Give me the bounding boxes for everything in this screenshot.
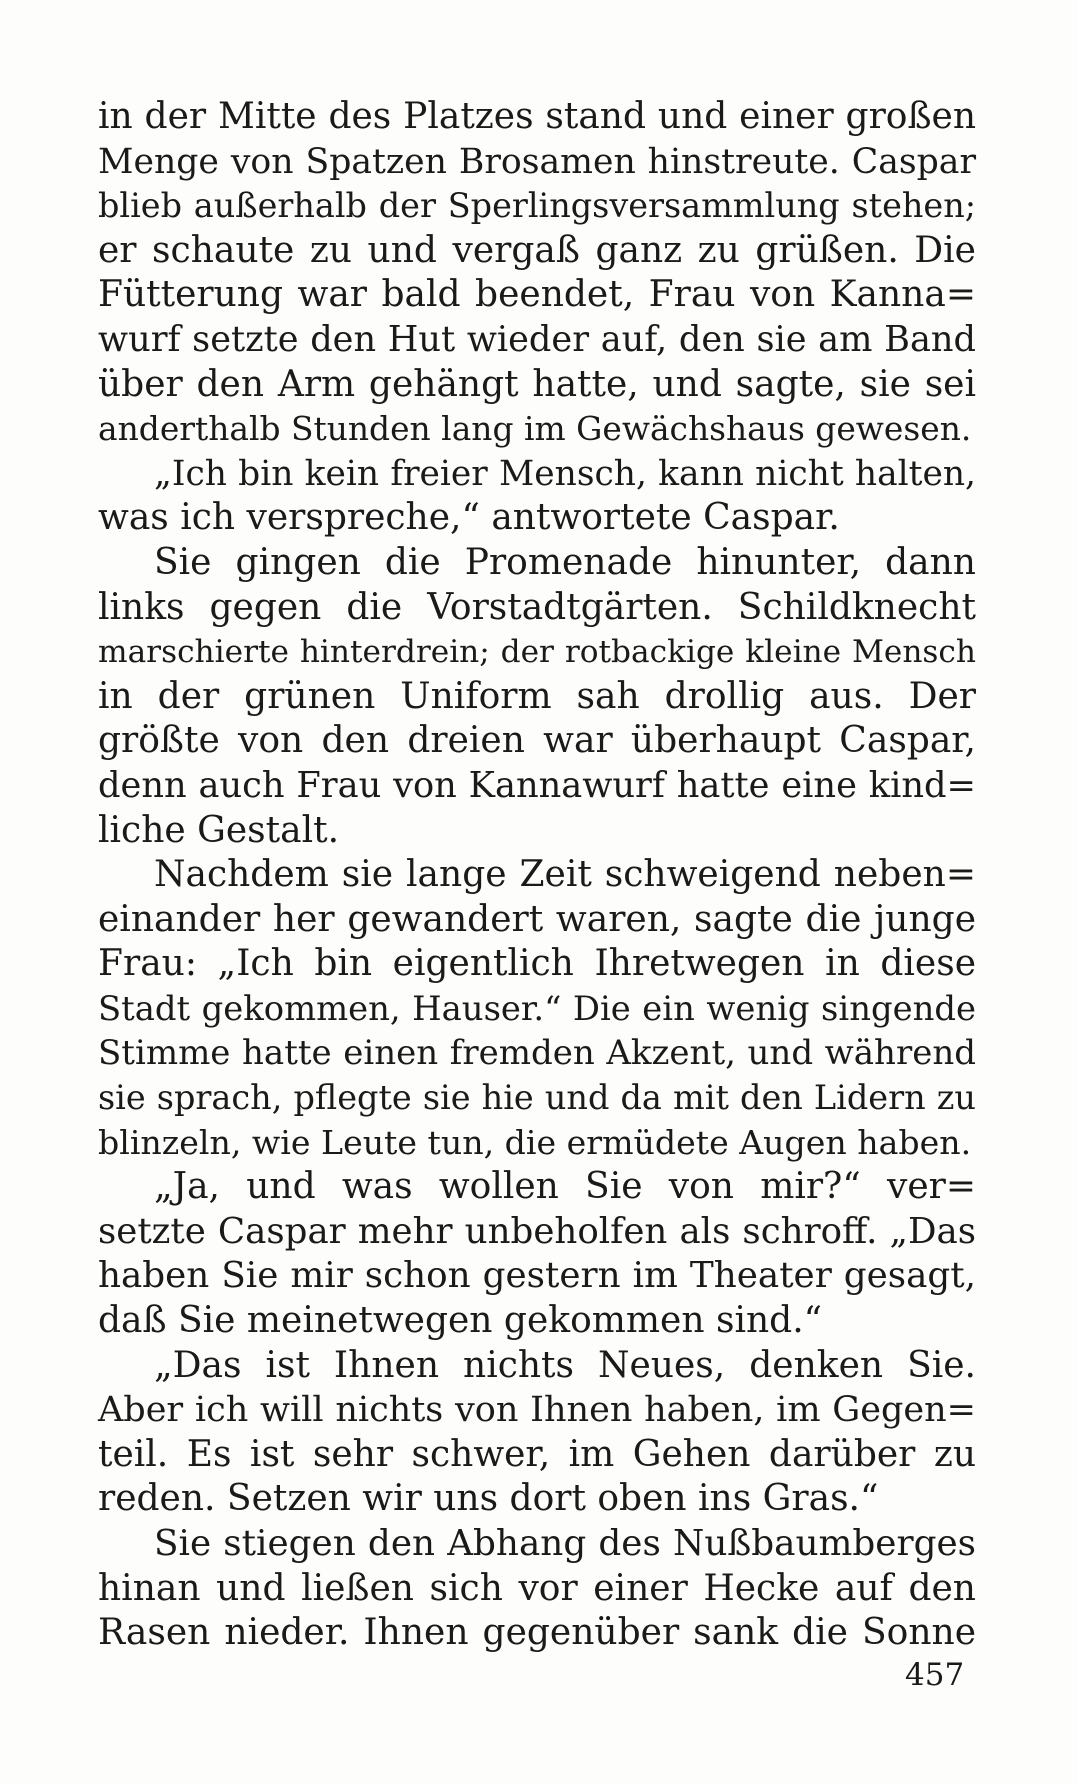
text-line: „Das ist Ihnen nichts Neues, denken Sie. (154, 1344, 976, 1386)
text-line: „Ich bin kein freier Mensch, kann nicht halten, (154, 453, 976, 494)
text-line: reden. Setzen wir uns dort oben ins Gras.“ (98, 1478, 879, 1520)
text-line: Aber ich will nichts von Ihnen haben, im Gegen= (98, 1389, 976, 1431)
text-line: marschierte hinterdrein; der rotbackige kleine Mensch (98, 634, 976, 671)
text-line: daß Sie meinetwegen gekommen sind.“ (98, 1300, 823, 1342)
text-line: liche Gestalt. (98, 809, 340, 851)
body-text (98, 95, 976, 1656)
text-line: anderthalb Stunden lang im Gewächshaus gewesen. (98, 409, 972, 449)
text-line: über den Arm gehängt hatte, und sagte, sie sei (98, 363, 976, 405)
text-line: Stimme hatte einen fremden Akzent, und während (98, 1033, 976, 1074)
text-line: sie sprach, pflegte sie hie und da mit den Lidern zu (98, 1078, 976, 1118)
text-line: teil. Es ist sehr schwer, im Gehen darüber zu (98, 1433, 976, 1475)
text-line: Rasen nieder. Ihnen gegenüber sank die Sonne (98, 1612, 976, 1654)
text-line: was ich verspreche,“ antwortete Caspar. (98, 497, 840, 539)
text-line: Menge von Spatzen Brosamen hinstreute. Caspar (98, 141, 976, 182)
text-line: Fütterung war bald beendet, Frau von Kanna= (98, 274, 976, 316)
text-line: er schaute zu und vergaß ganz zu grüßen. Die (98, 229, 976, 271)
text-line: Nachdem sie lange Zeit schweigend neben= (154, 854, 976, 896)
text-line: setzte Caspar mehr unbeholfen als schroff. „Das (98, 1210, 976, 1252)
text-line: in der grünen Uniform sah drollig aus. Der (98, 675, 976, 717)
text-line: Sie stiegen den Abhang des Nußbaumberges (154, 1523, 976, 1564)
text-line: größte von den dreien war überhaupt Caspar, (98, 720, 976, 762)
text-line: wurf setzte den Hut wieder auf, den sie am Band (98, 318, 976, 360)
text-line: haben Sie mir schon gestern im Theater gesagt, (98, 1255, 976, 1297)
text-line: links gegen die Vorstadtgärten. Schildknecht (98, 586, 976, 628)
text-line: denn auch Frau von Kannawurf hatte eine kind= (98, 764, 976, 806)
text-line: in der Mitte des Platzes stand und einer großen (98, 96, 976, 137)
page-number: 457 (905, 1657, 965, 1693)
text-line: Frau: „Ich bin eigentlich Ihretwegen in diese (98, 943, 976, 985)
text-line: blieb außerhalb der Sperlingsversammlung stehen; (98, 186, 976, 226)
text-line: Stadt gekommen, Hauser.“ Die ein wenig singende (98, 988, 976, 1028)
text-line: einander her gewandert waren, sagte die junge (98, 898, 976, 940)
text-line: Sie gingen die Promenade hinunter, dann (154, 541, 976, 583)
text-line: blinzeln, wie Leute tun, die ermüdete Augen haben. (98, 1122, 972, 1162)
text-line: „Ja, und was wollen Sie von mir?“ ver= (154, 1166, 976, 1208)
text-line: hinan und ließen sich vor einer Hecke auf den (98, 1567, 976, 1609)
